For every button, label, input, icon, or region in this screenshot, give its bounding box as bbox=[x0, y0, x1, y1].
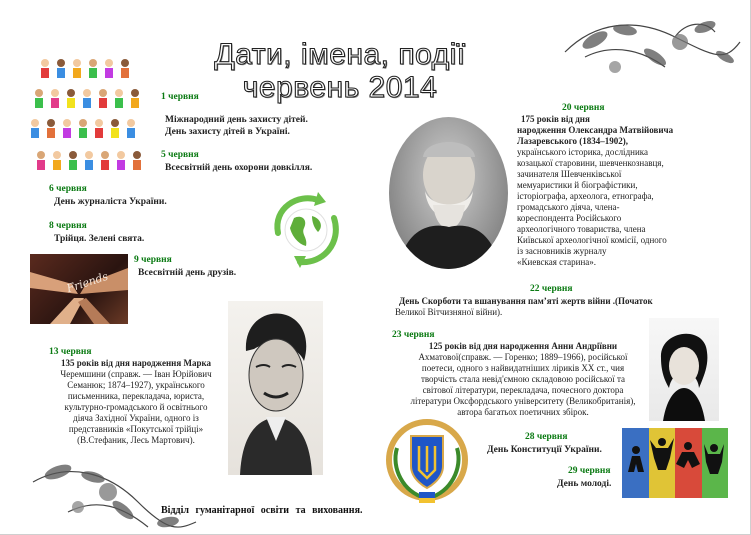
date-june-9: 9 червня bbox=[134, 255, 172, 265]
coat-of-arms-ukraine-icon bbox=[385, 418, 469, 506]
portrait-lazarevsky-drawing bbox=[389, 117, 508, 269]
event-june-6: День журналіста України. bbox=[54, 197, 167, 207]
event-june-1 bbox=[165, 114, 365, 138]
event-june-13 bbox=[48, 358, 224, 446]
june-20-line: громадського діяча, члена- bbox=[517, 202, 620, 212]
june-23-line: світової літератури, перекладача, почесного доктора bbox=[422, 385, 624, 395]
eco-earth-icon bbox=[268, 188, 346, 270]
june-13-line: письменника, перекладача, юриста, bbox=[67, 391, 205, 401]
footer-department: Відділ гуманітарної освіти та виховання. bbox=[161, 505, 363, 516]
date-june-5: 5 червня bbox=[161, 150, 199, 160]
june-23-line: поетеси, одного з найвидатніших ліриків XX ст., чия bbox=[421, 363, 625, 373]
june-20-line: 175 років від дня bbox=[521, 114, 590, 124]
event-june-5: Всесвітній день охорони довкілля. bbox=[165, 163, 313, 173]
june-23-line: Ахматової(справж. — Горенко; 1889–1966), російської bbox=[418, 352, 628, 362]
event-june-8: Трійця. Зелені свята. bbox=[54, 234, 145, 244]
friends-caption: Friends bbox=[65, 269, 110, 296]
jumping-people-silhouettes bbox=[622, 428, 728, 498]
event-june-22-line-1: День Скорботи та вшанування пам’яті жертв війни .(Початок bbox=[399, 296, 653, 306]
june-13-line: (В.Стефаник, Лесь Мартович). bbox=[77, 435, 195, 445]
portrait-cheremshyna-drawing bbox=[228, 301, 323, 475]
june-20-line: Лазаревського (1834–1902), bbox=[517, 136, 628, 146]
june-23-line: творчість стала невід'ємною складовою російської та bbox=[420, 374, 626, 384]
portrait-oleksandr-lazarevsky bbox=[389, 117, 508, 269]
event-june-9: Всесвітній день друзів. bbox=[138, 268, 237, 278]
date-june-8: 8 червня bbox=[49, 221, 87, 231]
date-june-1: 1 червня bbox=[161, 92, 199, 102]
june-20-line: із засновників журналу bbox=[517, 246, 607, 256]
date-june-13: 13 червня bbox=[49, 347, 92, 357]
event-june-22 bbox=[395, 296, 695, 318]
june-20-line: народження Олександра Матвійовича bbox=[517, 125, 674, 135]
friends-photo bbox=[30, 254, 128, 324]
title-line-1: Дати, імена, події bbox=[214, 38, 466, 71]
june-20-line: мемуаристики й біографістики, bbox=[517, 180, 638, 190]
floral-ornament-bottom-left bbox=[28, 452, 198, 534]
date-june-20: 20 червня bbox=[562, 103, 605, 113]
date-june-22: 22 червня bbox=[530, 284, 573, 294]
june-20-line: кореспондента Російського bbox=[517, 213, 622, 223]
date-june-28: 28 червня bbox=[525, 432, 568, 442]
june-20-line: українського історика, дослідника bbox=[517, 147, 649, 157]
date-june-6: 6 червня bbox=[49, 184, 87, 194]
june-20-line: зачинателя Шевченківської bbox=[517, 169, 622, 179]
june-20-line: історіографа, археолога, етнографа, bbox=[517, 191, 654, 201]
event-june-23 bbox=[392, 341, 654, 418]
june-13-line: культурно-громадського й освітнього bbox=[64, 402, 208, 412]
june-13-line: діяча Західної України, одного із bbox=[73, 413, 199, 423]
event-june-28: День Конституції України. bbox=[487, 445, 602, 455]
event-june-1-line-1: Міжнародний день захисту дітей. bbox=[165, 115, 308, 125]
june-20-line: Київської археологічної комісії, одного bbox=[517, 235, 667, 245]
event-june-1-line-2: День захисту дітей в Україні. bbox=[165, 127, 290, 137]
portrait-akhmatova-drawing bbox=[649, 318, 719, 421]
june-13-line: Черемшини (справж. — Іван Юрійович bbox=[60, 369, 212, 379]
june-23-line: літератури Оксфордського університету (Великобританія), bbox=[410, 396, 636, 406]
event-june-29: День молоді. bbox=[557, 479, 612, 489]
june-20-line: козацької старовини, шевченкознавця, bbox=[517, 158, 664, 168]
event-june-22-line-2: Великої Вітчизняної війни). bbox=[395, 307, 503, 317]
date-june-23: 23 червня bbox=[392, 330, 435, 340]
portrait-anna-akhmatova bbox=[649, 318, 719, 421]
floral-ornament-top-right bbox=[555, 12, 745, 92]
june-13-line: 135 років від дня народження Марка bbox=[61, 358, 211, 368]
children-illustration bbox=[30, 54, 150, 178]
event-june-20 bbox=[517, 114, 707, 268]
title-line-2: червень 2014 bbox=[242, 71, 438, 104]
youth-day-photo bbox=[622, 428, 728, 498]
june-20-line: археологічного товариства, члена bbox=[517, 224, 646, 234]
portrait-marko-cheremshyna bbox=[228, 301, 323, 475]
june-23-line: 125 років від дня народження Анни Андріївни bbox=[428, 341, 618, 351]
june-13-line: Семанюк; 1874–1927), українського bbox=[67, 380, 205, 390]
june-23-line: автора багатьох поетичних збірок. bbox=[457, 407, 589, 417]
june-20-line: «Киевская старина». bbox=[517, 257, 597, 267]
date-june-29: 29 червня bbox=[568, 466, 611, 476]
june-13-line: представників «Покутської трійці» bbox=[68, 424, 204, 434]
page-title bbox=[170, 38, 510, 104]
